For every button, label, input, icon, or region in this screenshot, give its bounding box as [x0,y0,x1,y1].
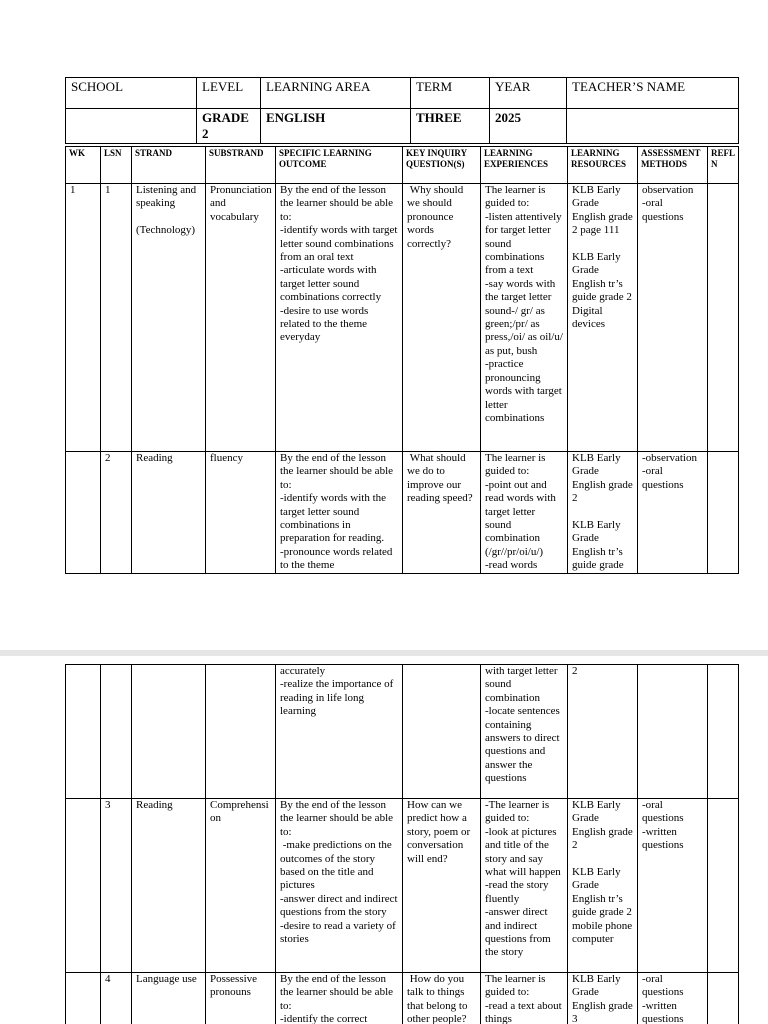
outcome-cell: By the end of the lesson the learner should be able to: -identify words with the target letter sound combinations in preparation for reading. -pronounce words related to the theme [276,452,403,574]
col-substrand-header: SUBSTRAND [206,147,276,184]
col-lsn-header: LSN [101,147,132,184]
week-cell [66,973,101,1024]
level-label: LEVEL [197,78,261,109]
substrand-cell: Possessive pronouns [206,973,276,1024]
scheme-of-work-table-continued [65,664,739,1024]
strand-cell: Language use [132,973,206,1024]
col-outcome-header: SPECIFIC LEARNING OUTCOME [276,147,403,184]
reflection-cell [708,184,739,452]
assessment-cell: observation -oral questions [638,184,708,452]
document-page-2 [0,656,768,1024]
reflection-cell [708,973,739,1024]
outcome-cell: By the end of the lesson the learner should be able to: -make predictions on the outcomes of the story based on the title and pictures -answer direct and indirect questions from the story -desire to read a variety of stories [276,799,403,973]
header-table [65,77,739,144]
substrand-cell: fluency [206,452,276,574]
reflection-cell [708,452,739,574]
key-inquiry-cell: What should we do to improve our reading speed? [403,452,481,574]
level-value: GRADE 2 [197,109,261,144]
lesson-cell: 2 [101,452,132,574]
experiences-cell: with target letter sound combination -locate sentences containing answers to direct questions and answer the questions [481,665,568,799]
header-labels-row [66,78,739,109]
school-label: SCHOOL [66,78,197,109]
col-resources-header: LEARNING RESOURCES [568,147,638,184]
experiences-cell: The learner is guided to: -read a text about things [481,973,568,1024]
col-refln-header: REFLN [708,147,739,184]
lesson-cell: 1 [101,184,132,452]
outcome-cell: accurately -realize the importance of reading in life long learning [276,665,403,799]
resources-cell: KLB Early Grade English grade 2 KLB Early Grade English tr’s guide grade 2 mobile phone computer [568,799,638,973]
week-cell [66,799,101,973]
table-row [66,973,739,1024]
lesson-cell: 3 [101,799,132,973]
substrand-cell: Comprehension [206,799,276,973]
experiences-cell: The learner is guided to: -listen attentively for target letter sound combinations from a text -say words with the target letter sound-/ gr/ as green;/pr/ as press,/oi/ as oil/u/ as put, bush -practice pronouncing words with target letter combinations [481,184,568,452]
experiences-cell: -The learner is guided to: -look at pictures and title of the story and say what will happen -read the story fluently -answer direct and indirect questions from the story [481,799,568,973]
learning-area-value: ENGLISH [261,109,411,144]
learning-area-label: LEARNING AREA [261,78,411,109]
substrand-cell: Pronunciation and vocabulary [206,184,276,452]
outcome-cell: By the end of the lesson the learner should be able to: -identify the correct [276,973,403,1024]
key-inquiry-cell: How can we predict how a story, poem or conversation will end? [403,799,481,973]
table-row [66,665,739,799]
col-assessment-header: ASSESSMENT METHODS [638,147,708,184]
lesson-cell [101,665,132,799]
col-strand-header: STRAND [132,147,206,184]
key-inquiry-cell [403,665,481,799]
key-inquiry-cell: How do you talk to things that belong to other people? [403,973,481,1024]
week-cell [66,665,101,799]
scheme-of-work-table [65,146,739,574]
key-inquiry-cell: Why should we should pronounce words correctly? [403,184,481,452]
outcome-cell: By the end of the lesson the learner should be able to: -identify words with target letter sound combinations from an oral text -articulate words with target letter sound combinations correctly -desire to use words related to the theme everyday [276,184,403,452]
column-header-row [66,147,739,184]
teacher-name-value [567,109,739,144]
year-label: YEAR [490,78,567,109]
table-row [66,452,739,574]
school-value [66,109,197,144]
resources-cell: KLB Early Grade English grade 2 page 111 KLB Early Grade English tr’s guide grade 2 Digital devices [568,184,638,452]
table-row [66,184,739,452]
header-values-row [66,109,739,144]
lesson-cell: 4 [101,973,132,1024]
strand-cell [132,665,206,799]
col-kiq-header: KEY INQUIRY QUESTION(S) [403,147,481,184]
col-wk-header: WK [66,147,101,184]
assessment-cell: -oral questions -written questions [638,799,708,973]
col-experiences-header: LEARNING EXPERIENCES [481,147,568,184]
week-cell [66,452,101,574]
table-row [66,799,739,973]
strand-cell: Reading [132,452,206,574]
teacher-name-label: TEACHER’S NAME [567,78,739,109]
experiences-cell: The learner is guided to: -point out and read words with target letter sound combination (/gr//pr/oi/u/) -read words [481,452,568,574]
reflection-cell [708,799,739,973]
week-cell: 1 [66,184,101,452]
assessment-cell: -observation -oral questions [638,452,708,574]
strand-cell: Listening and speaking (Technology) [132,184,206,452]
resources-cell: KLB Early Grade English grade 3 [568,973,638,1024]
reflection-cell [708,665,739,799]
assessment-cell: -oral questions -written questions [638,973,708,1024]
substrand-cell [206,665,276,799]
year-value: 2025 [490,109,567,144]
strand-cell: Reading [132,799,206,973]
term-value: THREE [411,109,490,144]
resources-cell: KLB Early Grade English grade 2 KLB Early Grade English tr’s guide grade [568,452,638,574]
term-label: TERM [411,78,490,109]
assessment-cell [638,665,708,799]
resources-cell: 2 [568,665,638,799]
